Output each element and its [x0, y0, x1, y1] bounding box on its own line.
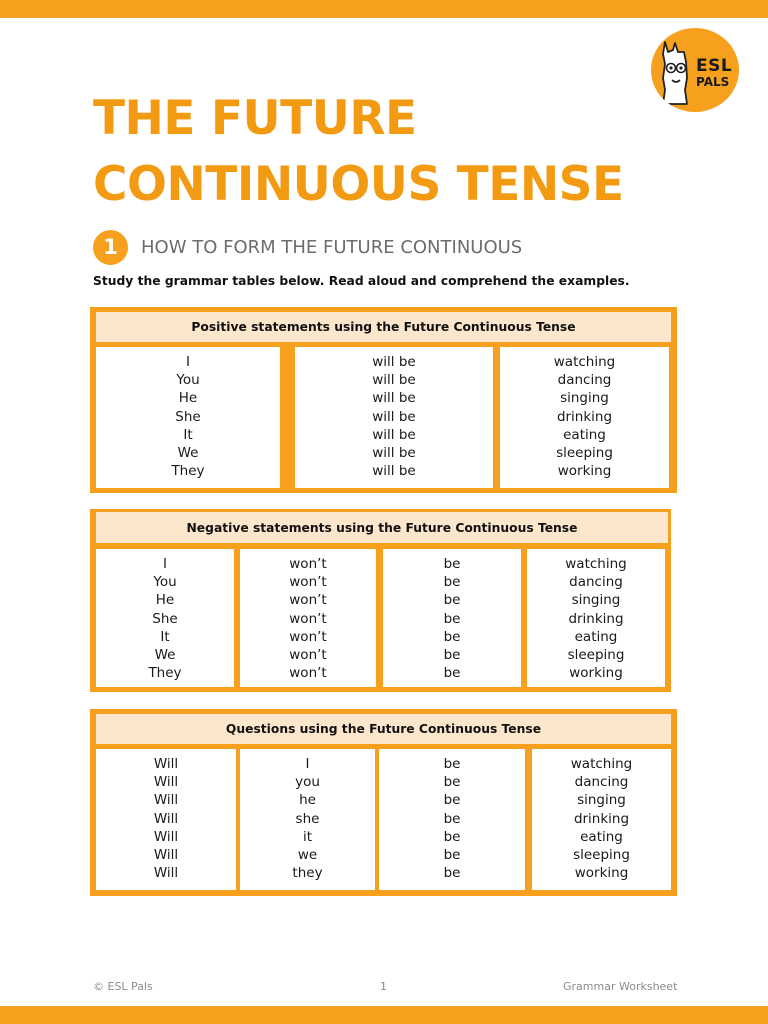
table-cell: drinking: [568, 610, 624, 627]
table-cell: We: [154, 647, 176, 664]
table-cell: Will: [153, 774, 179, 791]
footer-page-number: 1: [380, 980, 387, 993]
table-cell: drinking: [556, 408, 613, 425]
table-cell: be: [443, 792, 461, 809]
table-cell: won’t: [289, 647, 327, 664]
table-cell: won’t: [289, 556, 327, 572]
section-title: HOW TO FORM THE FUTURE CONTINUOUS: [141, 237, 523, 258]
table-cell: He: [178, 390, 198, 407]
logo-esl-text: ESL: [696, 56, 733, 76]
table-cell: We: [177, 445, 199, 462]
be-column: [383, 549, 521, 687]
esl-pals-logo: [651, 28, 739, 112]
will-column: [96, 749, 236, 890]
table-cell: It: [183, 426, 193, 443]
table-cell: won’t: [289, 592, 327, 609]
table-cell: be: [443, 665, 461, 682]
table-cell: sleeping: [567, 647, 625, 664]
table-heading: Negative statements using the Future Continuous Tense: [96, 512, 668, 543]
footer-copyright: © ESL Pals: [93, 980, 153, 993]
negative-statements-table: [90, 509, 671, 692]
table-cell: be: [443, 865, 461, 882]
table-cell: I: [163, 556, 167, 572]
table-cell: singing: [577, 792, 626, 809]
table-cell: won’t: [289, 610, 327, 627]
auxiliary-column: [295, 347, 493, 488]
table-cell: we: [297, 847, 318, 864]
table-cell: will be: [372, 426, 416, 443]
table-cell: She: [152, 610, 178, 627]
questions-table: [90, 709, 677, 896]
top-accent-bar: [0, 0, 768, 18]
page-title: [93, 86, 624, 218]
table-cell: dancing: [574, 774, 629, 791]
subject-column: [96, 347, 280, 488]
verb-column: [500, 347, 669, 488]
table-cell: Will: [153, 792, 179, 809]
table-cell: be: [443, 828, 461, 845]
verb-column: [532, 749, 671, 890]
subject-column: [240, 749, 375, 890]
table-heading: Questions using the Future Continuous Tense: [96, 714, 671, 744]
table-cell: dancing: [569, 574, 623, 591]
table-cell: be: [443, 574, 461, 591]
table-cell: dancing: [557, 372, 612, 389]
be-column: [379, 749, 525, 890]
table-heading: Positive statements using the Future Continuous Tense: [96, 312, 671, 342]
table-cell: will be: [372, 408, 416, 425]
table-cell: I: [305, 756, 310, 772]
table-cell: eating: [580, 828, 623, 845]
table-cell: you: [295, 774, 320, 791]
table-cell: watching: [565, 556, 627, 572]
table-cell: It: [160, 628, 170, 645]
table-cell: Will: [153, 756, 179, 772]
table-cell: it: [302, 828, 313, 845]
table-cell: will be: [372, 354, 416, 370]
logo-pals-text: PALS: [696, 75, 730, 89]
instruction-text: Study the grammar tables below. Read aloud and comprehend the examples.: [93, 274, 630, 288]
table-cell: working: [557, 463, 612, 480]
verb-column: [527, 549, 665, 687]
negative-auxiliary-column: [240, 549, 376, 687]
table-cell: They: [171, 463, 205, 480]
table-cell: be: [443, 647, 461, 664]
table-cell: eating: [574, 628, 618, 645]
table-cell: working: [569, 665, 623, 682]
table-cell: singing: [560, 390, 609, 407]
table-cell: They: [148, 665, 182, 682]
table-cell: she: [295, 810, 320, 827]
table-cell: He: [155, 592, 175, 609]
table-cell: will be: [372, 372, 416, 389]
table-cell: drinking: [573, 810, 630, 827]
table-cell: Will: [153, 847, 179, 864]
table-cell: You: [153, 574, 177, 591]
table-cell: Will: [153, 865, 179, 882]
table-cell: be: [443, 774, 461, 791]
table-cell: be: [443, 610, 461, 627]
llama-icon: [657, 40, 697, 106]
positive-statements-table: [90, 307, 677, 493]
table-cell: will be: [372, 445, 416, 462]
table-cell: I: [186, 354, 190, 370]
table-cell: watching: [553, 354, 616, 370]
table-cell: be: [443, 847, 461, 864]
table-cell: working: [574, 865, 629, 882]
table-cell: will be: [372, 463, 416, 480]
page-title-line-1: THE FUTURE: [93, 91, 417, 146]
table-cell: be: [443, 556, 461, 572]
table-cell: sleeping: [556, 445, 613, 462]
table-cell: they: [292, 865, 323, 882]
table-cell: won’t: [289, 628, 327, 645]
table-cell: he: [299, 792, 316, 809]
table-cell: be: [443, 756, 461, 772]
table-cell: won’t: [289, 665, 327, 682]
table-cell: Will: [153, 810, 179, 827]
table-cell: be: [443, 810, 461, 827]
bottom-accent-bar: [0, 1006, 768, 1024]
section-number-badge: 1: [93, 230, 128, 265]
table-cell: will be: [372, 390, 416, 407]
table-cell: Will: [153, 828, 179, 845]
table-cell: watching: [570, 756, 633, 772]
table-cell: be: [443, 628, 461, 645]
table-cell: won’t: [289, 574, 327, 591]
page-title-line-2: CONTINUOUS TENSE: [93, 157, 624, 212]
table-cell: singing: [571, 592, 621, 609]
subject-column: [96, 549, 234, 687]
table-cell: be: [443, 592, 461, 609]
table-cell: She: [175, 408, 201, 425]
table-cell: You: [176, 372, 200, 389]
table-cell: eating: [563, 426, 606, 443]
table-cell: sleeping: [573, 847, 630, 864]
footer-document-type: Grammar Worksheet: [563, 980, 678, 993]
